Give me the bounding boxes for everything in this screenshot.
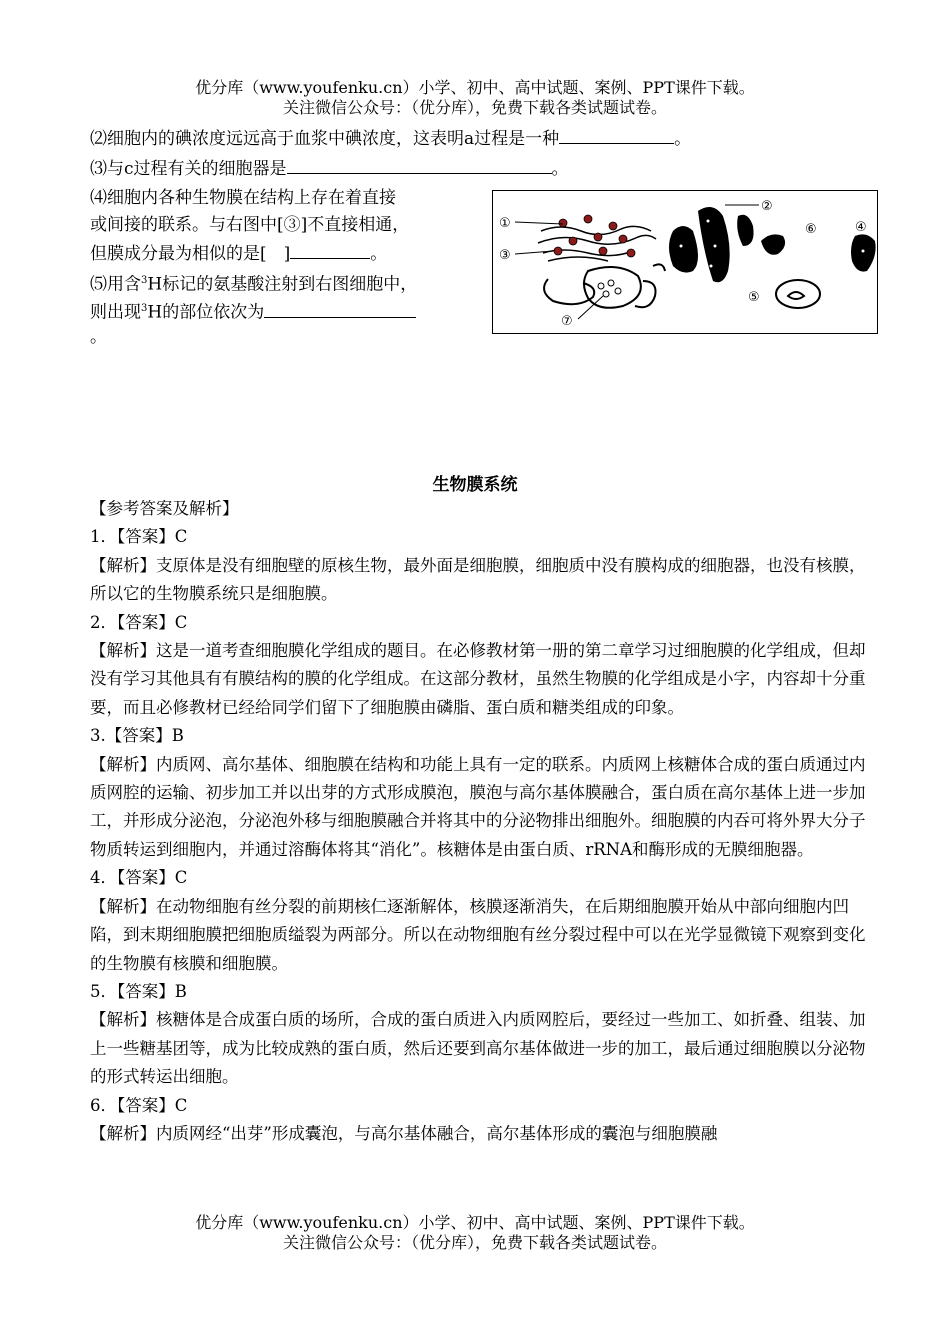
- answer-1: 1．【答案】C: [90, 527, 188, 547]
- label-2: ②: [761, 199, 773, 214]
- question-5-text-b: H标记的氨基酸注射到右图细胞中，: [147, 274, 418, 295]
- nucleus-dots: [598, 280, 621, 297]
- vesicle: [776, 280, 820, 308]
- page-footer-line2: 关注微信公众号：（优分库），免费下载各类试题试卷。: [282, 1233, 667, 1252]
- answers-section: [90, 495, 870, 1148]
- golgi: [544, 264, 665, 307]
- dark-organelles: [669, 207, 876, 282]
- answer-blank[interactable]: [290, 242, 370, 259]
- superscript: 3: [141, 275, 148, 286]
- explanation-1: 【解析】支原体是没有细胞壁的原核生物，最外面是细胞膜，细胞质中没有膜构成的细胞器，也没有核膜，所以它的生物膜系统只是细胞膜。: [90, 555, 866, 604]
- question-5-line1: [90, 270, 417, 296]
- page-header-line2: 关注微信公众号：（优分库），免费下载各类试题试卷。: [282, 98, 667, 117]
- answer-3: 3.【答案】B: [90, 726, 184, 746]
- question-5-text-a: ⑸用含: [90, 274, 141, 295]
- label-5: ⑤: [748, 290, 760, 305]
- answer-6: 6．【答案】C: [90, 1095, 188, 1115]
- page-header-line1: 优分库（www.youfenku.cn）小学、初中、高中试题、案例、PPT课件下载。: [195, 78, 755, 97]
- cell-diagram-svg: [493, 191, 877, 333]
- explanation-5: 【解析】核糖体是合成蛋白质的场所，合成的蛋白质进入内质网腔后，要经过一些加工、如折叠、组装、加上一些糖基团等，成为比较成熟的蛋白质，然后还要到高尔基体做进一步的加工，最后通过细胞膜以分泌物的形式转运出细胞。: [90, 1010, 866, 1087]
- answer-4: 4．【答案】C: [90, 868, 188, 888]
- question-4-line1: ⑷细胞内各种生物膜在结构上存在着直接: [90, 188, 396, 208]
- question-5-text-d: H的部位依次为: [147, 302, 265, 323]
- label-1: ①: [499, 216, 511, 231]
- label-3: ③: [499, 248, 511, 263]
- explanation-2: 【解析】这是一道考查细胞膜化学组成的题目。在必修教材第一册的第二章学习过细胞膜的化学组成，但却没有学习其他具有有膜结构的膜的化学组成。在这部分教材，虽然生物膜的化学组成是小字，内容却十分重要，而且必修教材已经给同学们留下了细胞膜由磷脂、蛋白质和糖类组成的印象。: [90, 641, 866, 717]
- question-4-line3: [90, 242, 387, 265]
- answer-2: 2．【答案】C: [90, 612, 188, 632]
- question-4-text: 但膜成分最为相似的是[ ]: [90, 244, 291, 264]
- question-2-end: 。: [674, 129, 692, 149]
- question-2-text: ⑵细胞内的碘浓度远远高于血浆中碘浓度，这表明a过程是一种: [90, 129, 560, 149]
- question-5-text-c: 则出现: [90, 302, 141, 323]
- page-footer-line1: 优分库（www.youfenku.cn）小学、初中、高中试题、案例、PPT课件下载。: [195, 1213, 755, 1232]
- answer-blank[interactable]: [559, 127, 674, 144]
- explanation-3: 【解析】内质网、高尔基体、细胞膜在结构和功能上具有一定的联系。内质网上核糖体合成的蛋白质通过内质网腔的运输、初步加工并以出芽的方式形成膜泡，膜泡与高尔基体膜融合，蛋白质在高尔基体上进一步加工，并形成分泌泡，分泌泡外移与细胞膜融合并将其中的分泌物排出细胞外。细胞膜的内吞可将外界大分子物质转运到细胞内，并通过溶酶体将其“消化”。核糖体是由蛋白质、rRNA和酶形成的无膜细胞器。: [90, 754, 866, 859]
- cell-diagram: [492, 190, 878, 334]
- answer-5: 5．【答案】B: [90, 981, 187, 1001]
- answer-blank[interactable]: [264, 301, 416, 318]
- question-4-line2: 或间接的联系。与右图中[③]不直接相通，: [90, 215, 410, 235]
- section-title: 生物膜系统: [432, 475, 518, 495]
- answer-blank[interactable]: [287, 157, 552, 174]
- question-5-end: 。: [90, 327, 107, 347]
- question-5-line2: [90, 298, 416, 324]
- superscript: 3: [141, 303, 148, 314]
- question-3-end: 。: [551, 159, 569, 179]
- question-2: [90, 127, 691, 150]
- label-6: ⑥: [805, 222, 817, 237]
- answers-heading: 【参考答案及解析】: [90, 499, 239, 518]
- question-3-text: ⑶与c过程有关的细胞器是: [90, 159, 287, 179]
- question-4-end: 。: [370, 244, 388, 264]
- label-7: ⑦: [561, 314, 573, 329]
- er-strands: [538, 226, 656, 261]
- explanation-6: 【解析】内质网经“出芽”形成囊泡，与高尔基体融合，高尔基体形成的囊泡与细胞膜融: [90, 1123, 718, 1143]
- label-4: ④: [855, 220, 867, 235]
- explanation-4: 【解析】在动物细胞有丝分裂的前期核仁逐渐解体，核膜逐渐消失，在后期细胞膜开始从中部向细胞内凹陷，到末期细胞膜把细胞质缢裂为两部分。所以在动物细胞有丝分裂过程中可以在光学显微镜下观察到变化的生物膜有核膜和细胞膜。: [90, 896, 866, 973]
- question-3: [90, 157, 569, 180]
